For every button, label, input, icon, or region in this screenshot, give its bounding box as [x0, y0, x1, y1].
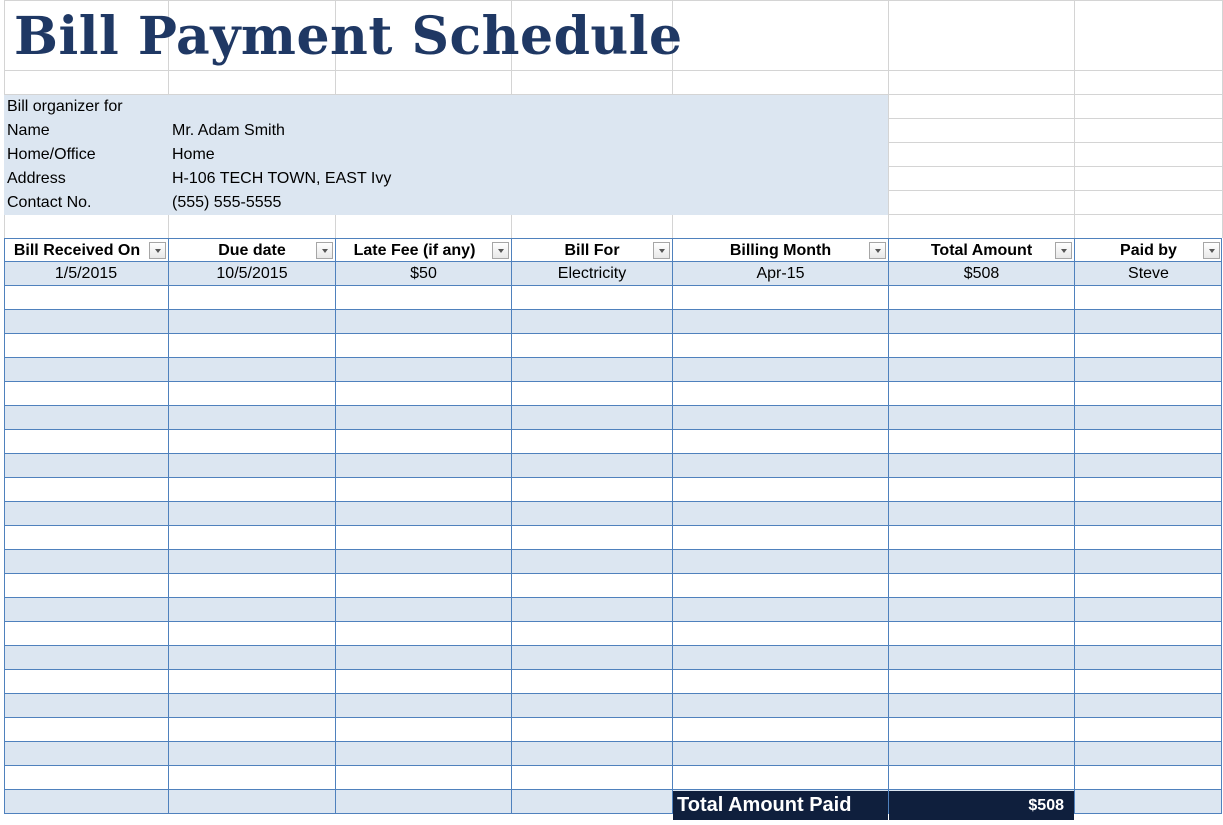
table-row: [4, 358, 1222, 382]
table-row: [4, 310, 1222, 334]
column-header-billing-month[interactable]: Billing Month: [673, 239, 888, 262]
table-column-divider: [335, 238, 336, 814]
info-label[interactable]: Home/Office: [7, 146, 96, 163]
cell-due-date[interactable]: 10/5/2015: [216, 265, 288, 282]
table-row: [4, 622, 1222, 646]
column-header-bill-for[interactable]: Bill For: [512, 239, 672, 262]
grid-column-line: [1074, 0, 1075, 238]
table-row: [4, 766, 1222, 790]
info-row-address: [4, 167, 888, 191]
column-header-due-date[interactable]: Due date: [169, 239, 335, 262]
info-value[interactable]: (555) 555-5555: [172, 194, 282, 211]
info-header-label[interactable]: Bill organizer for: [7, 98, 123, 115]
table-border: [4, 238, 5, 814]
table-column-divider: [511, 238, 512, 814]
table-row: [4, 502, 1222, 526]
table-row: [4, 526, 1222, 550]
grid-row-line: [4, 0, 1222, 1]
table-row: [4, 406, 1222, 430]
table-column-divider: [1074, 238, 1075, 814]
info-label[interactable]: Contact No.: [7, 194, 92, 211]
grid-column-line: [888, 0, 889, 238]
table-row: [4, 574, 1222, 598]
total-amount-paid-label[interactable]: Total Amount Paid: [673, 791, 888, 820]
table-row: [4, 694, 1222, 718]
table-row: [4, 598, 1222, 622]
total-amount-paid-value[interactable]: $508: [889, 791, 1074, 820]
cell-billing-month[interactable]: Apr-15: [756, 265, 805, 282]
table-row: [4, 718, 1222, 742]
grid-row-line: [4, 70, 1222, 71]
bill-organizer-info: [4, 95, 888, 215]
column-header-paid-by[interactable]: Paid by: [1075, 239, 1222, 262]
table-row: [4, 262, 1222, 286]
table-row: [4, 382, 1222, 406]
table-header-row: [4, 238, 1222, 262]
table-row: [4, 670, 1222, 694]
filter-dropdown-icon[interactable]: [492, 242, 509, 259]
table-row: [4, 430, 1222, 454]
table-column-divider: [672, 238, 673, 814]
table-row: [4, 646, 1222, 670]
column-header-late-fee[interactable]: Late Fee (if any): [336, 239, 511, 262]
filter-dropdown-icon[interactable]: [316, 242, 333, 259]
table-row: [4, 334, 1222, 358]
column-header-total-amount[interactable]: Total Amount: [889, 239, 1074, 262]
table-row: [4, 742, 1222, 766]
table-column-divider: [888, 238, 889, 814]
info-value[interactable]: Home: [172, 146, 215, 163]
info-row-home-office: [4, 143, 888, 167]
table-border: [1221, 238, 1222, 814]
filter-dropdown-icon[interactable]: [869, 242, 886, 259]
table-row: [4, 454, 1222, 478]
cell-late-fee[interactable]: $50: [410, 265, 437, 282]
info-value[interactable]: Mr. Adam Smith: [172, 122, 285, 139]
info-row-name: [4, 119, 888, 143]
page-title: Bill Payment Schedule: [14, 6, 683, 67]
column-header-bill-received-on[interactable]: Bill Received On: [4, 239, 168, 262]
info-label[interactable]: Address: [7, 170, 66, 187]
filter-dropdown-icon[interactable]: [149, 242, 166, 259]
info-value[interactable]: H-106 TECH TOWN, EAST Ivy: [172, 170, 392, 187]
cell-bill-received-on[interactable]: 1/5/2015: [54, 265, 118, 282]
table-row: [4, 478, 1222, 502]
cell-paid-by[interactable]: Steve: [1128, 265, 1169, 282]
info-header-row: [4, 95, 888, 119]
filter-dropdown-icon[interactable]: [1203, 242, 1220, 259]
info-label[interactable]: Name: [7, 122, 50, 139]
table-row: [4, 550, 1222, 574]
info-row-contact: [4, 191, 888, 215]
table-row: [4, 286, 1222, 310]
cell-bill-for[interactable]: Electricity: [557, 265, 627, 282]
filter-dropdown-icon[interactable]: [1055, 242, 1072, 259]
filter-dropdown-icon[interactable]: [653, 242, 670, 259]
cell-total-amount[interactable]: $508: [963, 265, 1000, 282]
table-column-divider: [168, 238, 169, 814]
